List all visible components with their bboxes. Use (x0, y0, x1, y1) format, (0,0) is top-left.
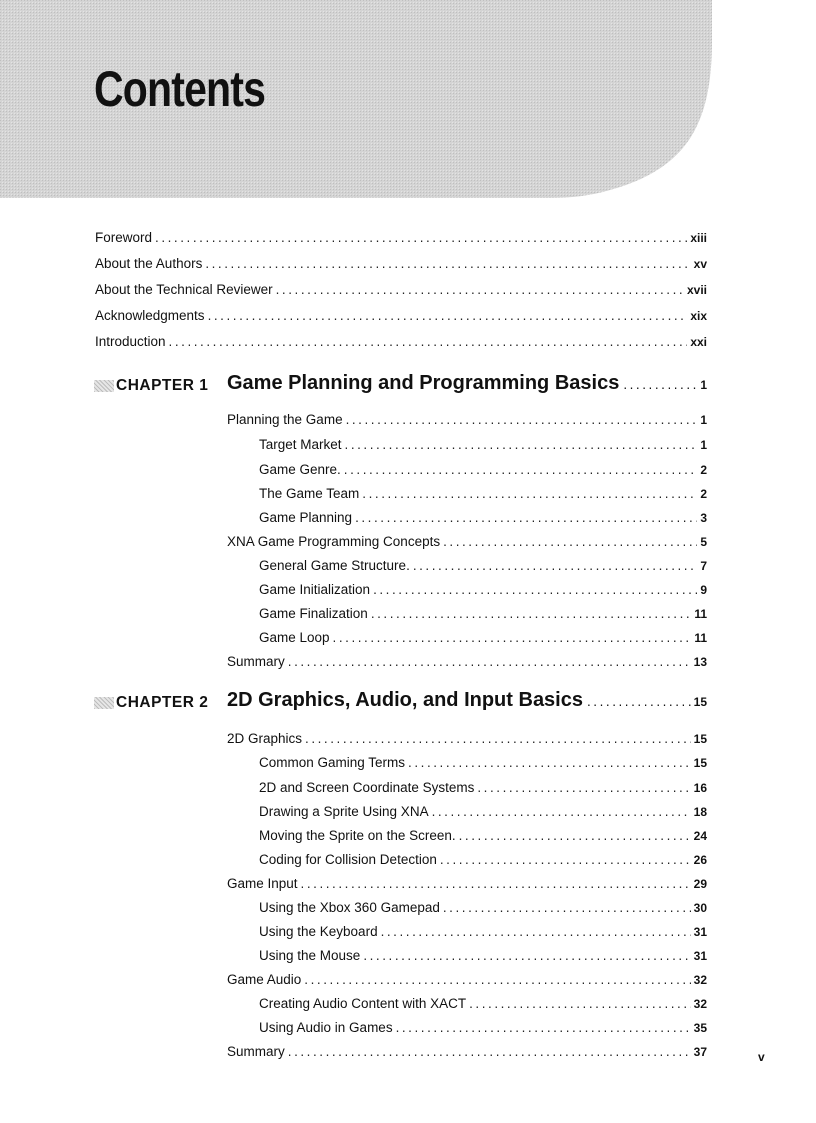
chapter-1-title-line[interactable] (227, 372, 707, 395)
entry-title: Introduction (95, 334, 166, 349)
toc-entry[interactable]: Using Audio in Games . . . 35 (259, 1019, 707, 1037)
page-number: v (758, 1050, 765, 1064)
chapter-title: Game Planning and Programming Basics (227, 372, 620, 394)
toc-entry[interactable]: Target Market . . . 1 (259, 436, 707, 454)
toc-entry[interactable]: Using the Keyboard . . . 31 (259, 923, 707, 941)
toc-entry[interactable]: Game Initialization . . . 9 (259, 581, 707, 599)
toc-entry[interactable]: Summary . . . 37 (227, 1043, 707, 1061)
toc-entry[interactable]: Game Loop . . . 11 (259, 629, 707, 647)
toc-entry-foreword[interactable] (95, 229, 707, 247)
chapter-2-title-line[interactable] (227, 689, 707, 712)
chapter-title: 2D Graphics, Audio, and Input Basics (227, 689, 583, 711)
toc-entry[interactable]: Using the Mouse . . . 31 (259, 947, 707, 965)
chapter-2-label: CHAPTER 2 (94, 694, 208, 712)
chapter-marker-icon (94, 380, 114, 392)
toc-entry[interactable]: Common Gaming Terms . . . 15 (259, 754, 707, 772)
toc-entry[interactable]: Coding for Collision Detection . . . 26 (259, 851, 707, 869)
toc-entry[interactable]: Drawing a Sprite Using XNA . . . 18 (259, 803, 707, 821)
toc-entry[interactable]: XNA Game Programming Concepts . . . 5 (227, 533, 707, 551)
toc-entry[interactable]: Game Genre. . . . 2 (259, 461, 707, 479)
toc-entry-about-the-authors[interactable] (95, 255, 707, 273)
toc-entry[interactable]: Game Planning . . . 3 (259, 509, 707, 527)
entry-title: Acknowledgments (95, 308, 205, 323)
entry-page: xxi (690, 335, 707, 349)
toc-entry[interactable]: The Game Team . . . 2 (259, 485, 707, 503)
chapter-1-label: CHAPTER 1 (94, 377, 208, 395)
toc-entry[interactable]: Creating Audio Content with XACT . . . 32 (259, 995, 707, 1013)
entry-page: xiii (690, 231, 707, 245)
toc-entry[interactable]: Planning the Game . . . 1 (227, 411, 707, 429)
toc-entry[interactable]: Game Input . . . 29 (227, 875, 707, 893)
toc-entry-introduction[interactable] (95, 333, 707, 351)
chapter-page: 1 (700, 378, 707, 392)
page-title: Contents (94, 61, 266, 117)
entry-title: About the Technical Reviewer (95, 282, 273, 297)
toc-entry-acknowledgments[interactable] (95, 307, 707, 325)
entry-title: About the Authors (95, 256, 203, 271)
toc-entry[interactable]: Game Audio . . . 32 (227, 971, 707, 989)
toc-entry[interactable]: 2D and Screen Coordinate Systems . . . 16 (259, 779, 707, 797)
entry-page: xv (693, 257, 707, 271)
entry-title: Foreword (95, 230, 153, 245)
toc-entry[interactable]: Moving the Sprite on the Screen. . . . 24 (259, 827, 707, 845)
toc-entry-about-the-technical-reviewer[interactable] (95, 281, 707, 299)
toc-entry[interactable]: Summary . . . 13 (227, 653, 707, 671)
entry-page: xix (690, 309, 707, 323)
chapter-marker-icon (94, 697, 114, 709)
toc-entry[interactable]: Game Finalization . . . 11 (259, 605, 707, 623)
toc-entry[interactable]: General Game Structure. . . . 7 (259, 557, 707, 575)
chapter-page: 15 (693, 695, 707, 709)
toc-entry[interactable]: Using the Xbox 360 Gamepad . . . 30 (259, 899, 707, 917)
toc-entry[interactable]: 2D Graphics . . . 15 (227, 730, 707, 748)
entry-page: xvii (686, 283, 707, 297)
